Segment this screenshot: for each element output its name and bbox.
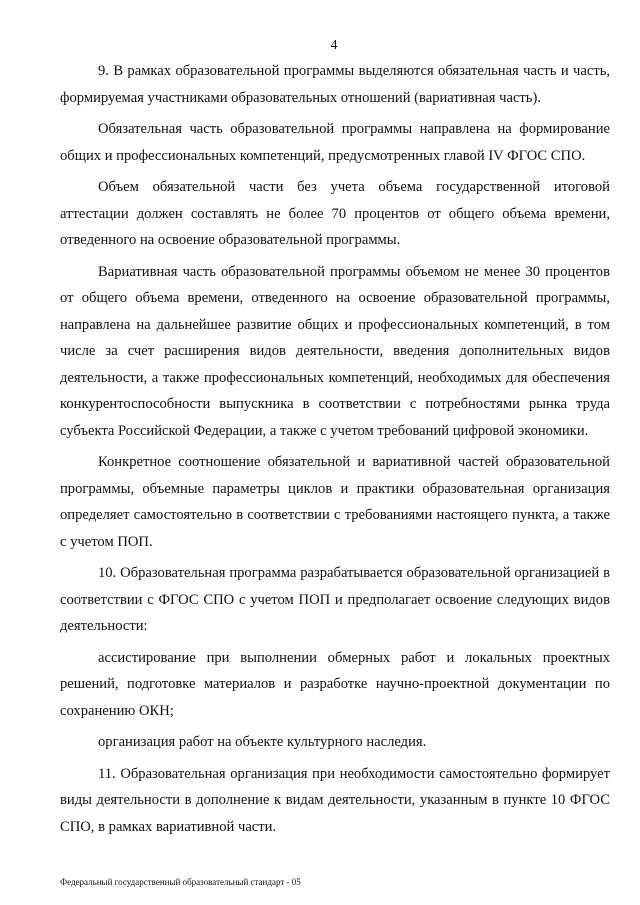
paragraph-9-parts: 9. В рамках образовательной программы выделяются обязательная часть и часть, формируемая участниками образовательных отношений (вариативная часть). [60,63,610,106]
page-number: 4 [330,38,338,53]
paragraph-variable-part: Вариативная часть образовательной программы объемом не менее 30 процентов от общего объема времени, отведенного на освоение образовательной программы, направлена на дальнейшее развитие общих и профессиональных компетенций, в том числе за счет расширения видов деятельности, введения дополнительных видов деятельности, а также профессиональных компетенций, необходимых для обеспечения конкурентоспособности выпускника в соответствии с потребностями рынка труда субъекта Российской Федерации, а также с учетом требований цифровой экономики. [60,263,610,439]
document-body [60,58,610,840]
activity-item-assisting: ассистирование при выполнении обмерных работ и локальных проектных решений, подготовке материалов и разработке научно-проектной документации по сохранению ОКН; [60,649,610,719]
paragraph-mandatory-volume: Объем обязательной части без учета объема государственной итоговой аттестации должен составлять не более 70 процентов от общего объема времени, отведенного на освоение образовательной программы. [60,179,610,248]
paragraph-11-activities: 11. Образовательная организация при необходимости самостоятельно формирует виды деятельности в дополнение к видам деятельности, указанным в пункте 10 ФГОС СПО, в рамках вариативной части. [60,765,610,835]
paragraph-ratio: Конкретное соотношение обязательной и вариативной частей образовательной программы, объемные параметры циклов и практики образовательная организация определяет самостоятельно в соответствии с требованиями настоящего пункта, а также с учетом ПОП. [60,454,610,550]
paragraph-10-program: 10. Образовательная программа разрабатывается образовательной организацией в соответствии с ФГОС СПО с учетом ПОП и предполагает освоение следующих видов деятельности: [60,565,610,634]
page-footer: Федеральный государственный образовательный стандарт - 05 [60,877,301,887]
activity-item-organization: организация работ на объекте культурного наследия. [98,734,427,750]
paragraph-mandatory-part: Обязательная часть образовательной программы направлена на формирование общих и профессиональных компетенций, предусмотренных главой IV ФГОС СПО. [60,121,610,164]
